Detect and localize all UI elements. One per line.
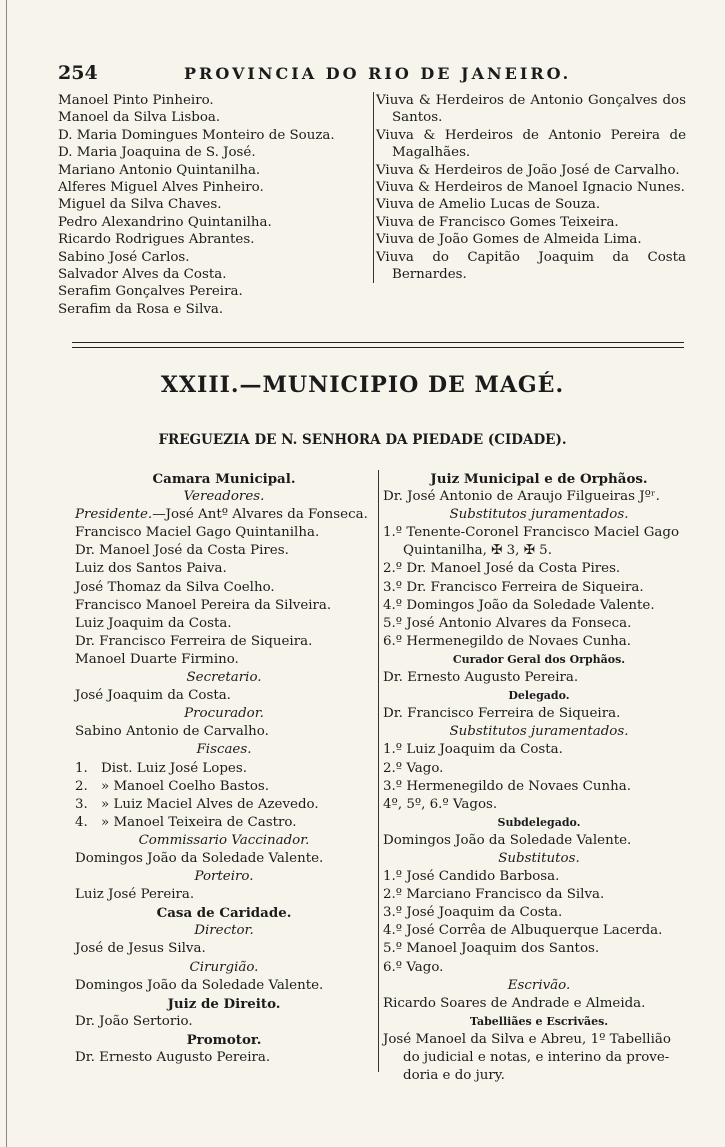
secretario-heading: Secretario. (186, 670, 262, 686)
divider-rule (72, 347, 684, 348)
cirurgiao-heading: Cirurgião. (189, 959, 259, 975)
list-item: 6.º Hermenegildo de Novaes Cunha. (383, 633, 632, 649)
subdelegado-name: Domingos João da Soledade Valente. (383, 832, 632, 848)
list-item: Pedro Alexandrino Quintanilha. (58, 214, 272, 230)
list-item: 5.º José Antonio Alvares da Fonseca. (383, 615, 632, 631)
list-item: 4.º Domingos João da Soledade Valente. (383, 597, 655, 613)
curador-name: Dr. Ernesto Augusto Pereira. (383, 670, 579, 686)
vereadores-heading: Vereadores. (183, 489, 265, 505)
tabelliaes-line: doria e do jury. (403, 1068, 505, 1084)
list-item: Sabino José Carlos. (58, 249, 190, 265)
list-item: 3.º Dr. Francisco Ferreira de Siqueira. (383, 579, 644, 595)
promotor-heading: Promotor. (186, 1031, 262, 1048)
list-item: Luiz Joaquim da Costa. (75, 615, 232, 631)
presidente-label: Presidente. (75, 507, 153, 523)
right-column (383, 470, 695, 1085)
left-column (75, 470, 373, 1067)
tabelliaes-line: José Manoel da Silva e Abreu, 1º Tabellião (383, 1031, 671, 1047)
list-item: Viuva de João Gomes de Almeida Lima. (376, 232, 642, 248)
list-item: Viuva do Capitão Joaquim da Costa Bernardes. (376, 249, 686, 283)
juiz-municipal-heading: Juiz Municipal e de Orphãos. (430, 471, 648, 487)
juiz-direito-heading: Juiz de Direito. (167, 995, 281, 1012)
page-number: 254 (58, 62, 98, 84)
delegado-name: Dr. Francisco Ferreira de Siqueira. (383, 706, 621, 722)
list-item: 3.º Hermenegildo de Novaes Cunha. (383, 778, 632, 794)
list-item: Serafim Gonçalves Pereira. (58, 284, 243, 300)
tabelliaes-heading: Tabelliães e Escrivães. (469, 1014, 609, 1028)
fiscaes-heading: Fiscaes. (196, 742, 252, 758)
running-head: PROVINCIA DO RIO DE JANEIRO. (184, 64, 572, 83)
list-item: 1.º Luiz Joaquim da Costa. (383, 742, 563, 758)
commissario-heading: Commissario Vaccinador. (138, 832, 310, 848)
promotor-name: Dr. Ernesto Augusto Pereira. (75, 1050, 271, 1065)
porteiro-heading: Porteiro. (194, 869, 254, 885)
subdelegado-substitutos-heading: Substitutos. (498, 850, 580, 866)
presidente-line (75, 506, 373, 524)
list-item: Viuva & Herdeiros de João José de Carvalho. (376, 162, 680, 178)
list-item: Luiz dos Santos Paiva. (75, 561, 227, 577)
camara-heading: Camara Municipal. (152, 471, 296, 487)
secretario-name: José Joaquim da Costa. (75, 688, 231, 704)
director-heading: Director. (194, 923, 254, 939)
list-item: Viuva de Amelio Lucas de Souza. (376, 197, 601, 213)
list-item: Serafim da Rosa e Silva. (58, 301, 224, 317)
page-edge (6, 0, 7, 1147)
fiscal-item: 4. » Manoel Teixeira de Castro. (75, 814, 297, 830)
list-item: D. Maria Domingues Monteiro de Souza. (58, 127, 335, 143)
list-item: 1.º José Candido Barbosa. (383, 869, 560, 885)
list-item: Mariano Antonio Quintanilha. (58, 162, 261, 178)
section-subtitle: FREGUEZIA DE N. SENHORA DA PIEDADE (CIDADE). (158, 432, 567, 448)
list-item: Viuva & Herdeiros de Antonio Gonçalves dos Santos. (376, 93, 686, 126)
list-item: Manoel Pinto Pinheiro. (58, 93, 214, 108)
list-item: José Thomaz da Silva Coelho. (75, 579, 275, 595)
section-title: XXIII.—MUNICIPIO DE MAGÉ. (160, 372, 565, 398)
subdelegado-heading: Subdelegado. (497, 815, 581, 829)
list-item: 4.º José Corrêa de Albuquerque Lacerda. (383, 923, 663, 939)
commissario-name: Domingos João da Soledade Valente. (75, 850, 324, 866)
procurador-name: Sabino Antonio de Carvalho. (75, 724, 269, 740)
fiscal-item: 2. » Manoel Coelho Bastos. (75, 778, 270, 794)
list-item: D. Maria Joaquina de S. José. (58, 145, 256, 161)
director-name: José de Jesus Silva. (75, 941, 206, 957)
caridade-heading: Casa de Caridade. (156, 905, 292, 922)
juiz-municipal-name: Dr. José Antonio de Araujo Filgueiras Jºʳ. (383, 489, 660, 505)
list-item: Viuva & Herdeiros de Manoel Ignacio Nunes. (376, 180, 685, 196)
list-item: Alferes Miguel Alves Pinheiro. (58, 180, 264, 196)
escrivao-name: Ricardo Soares de Andrade e Almeida. (383, 995, 646, 1011)
procurador-heading: Procurador. (184, 706, 264, 722)
list-item: 2.º Marciano Francisco da Silva. (383, 887, 605, 903)
list-item: Quintanilha, ✠ 3, ✠ 5. (403, 543, 552, 559)
list-item: Miguel da Silva Chaves. (58, 197, 222, 213)
list-item: 2.º Vago. (383, 760, 444, 776)
list-item: 2.º Dr. Manoel José da Costa Pires. (383, 561, 621, 577)
list-item: Manoel da Silva Lisboa. (58, 110, 221, 126)
top-left-column (58, 92, 363, 318)
list-item: Salvador Alves da Costa. (58, 267, 227, 283)
top-right-column (373, 92, 686, 283)
cirurgiao-name: Domingos João da Soledade Valente. (75, 977, 324, 993)
list-item: 5.º Manoel Joaquim dos Santos. (383, 941, 600, 957)
list-item: 4º, 5º, 6.º Vagos. (383, 796, 498, 812)
list-item: Dr. Manoel José da Costa Pires. (75, 543, 289, 559)
fiscal-item: 1. Dist. Luiz José Lopes. (75, 760, 247, 776)
column-divider (378, 470, 379, 1072)
list-item: 1.º Tenente-Coronel Francisco Maciel Gago (383, 525, 680, 541)
list-item: Viuva de Francisco Gomes Teixeira. (376, 214, 619, 230)
list-item: Manoel Duarte Firmino. (75, 651, 239, 667)
delegado-heading: Delegado. (508, 689, 570, 703)
list-item: Viuva & Herdeiros de Antonio Pereira de Magalhães. (376, 127, 686, 161)
list-item: Dr. Francisco Ferreira de Siqueira. (75, 633, 313, 649)
divider-rule (72, 342, 684, 343)
escrivao-heading: Escrivão. (507, 977, 571, 993)
tabelliaes-line: do judicial e notas, e interino da prove- (403, 1050, 670, 1065)
list-item: Ricardo Rodrigues Abrantes. (58, 232, 255, 248)
substitutos-heading: Substitutos juramentados. (449, 507, 629, 523)
porteiro-name: Luiz José Pereira. (75, 887, 195, 903)
juiz-direito-name: Dr. João Sertorio. (75, 1013, 193, 1029)
fiscal-item: 3. » Luiz Maciel Alves de Azevedo. (75, 796, 319, 812)
delegado-substitutos-heading: Substitutos juramentados. (449, 724, 629, 740)
page-header (58, 62, 688, 86)
list-item: Francisco Maciel Gago Quintanilha. (75, 525, 320, 541)
curador-heading: Curador Geral dos Orphãos. (452, 652, 626, 666)
list-item: Francisco Manoel Pereira da Silveira. (75, 597, 332, 613)
list-item: 6.º Vago. (383, 959, 444, 975)
list-item: 3.º José Joaquim da Costa. (383, 905, 563, 921)
presidente-name: —José Antº Alvares da Fonseca. (152, 507, 368, 523)
